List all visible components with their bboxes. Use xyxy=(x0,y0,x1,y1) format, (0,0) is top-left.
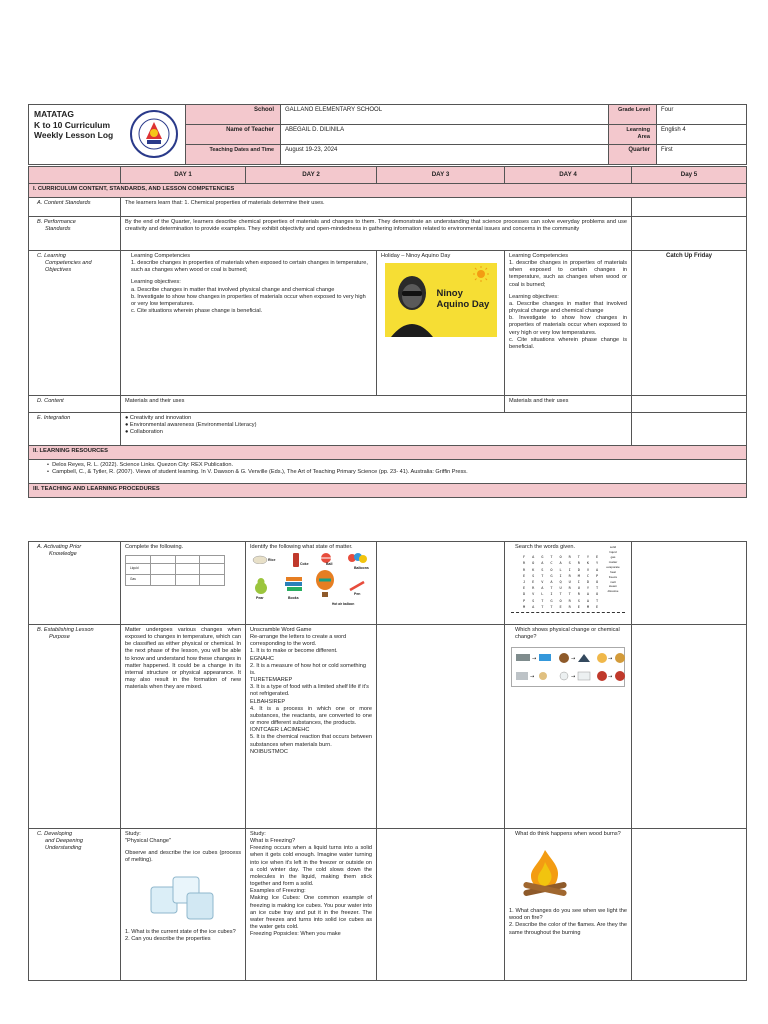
word-search-row: M A T T E R E M E xyxy=(523,604,601,609)
text-line: Re-arrange the letters to create a word corresponding to the word. xyxy=(250,634,347,648)
aquino-day-text: Aquino Day xyxy=(436,298,490,310)
label-line: Standards xyxy=(45,226,71,233)
text-line: 5. It is the chemical reaction that occurs between substances when materials burn. xyxy=(250,734,372,748)
row-label: Gas xyxy=(126,575,151,586)
text-line: Learning objectives: xyxy=(131,279,181,286)
item-label: Hot air balloon xyxy=(332,602,355,607)
word-search-word: melt xyxy=(610,579,616,584)
section-resources: II. LEARNING RESOURCES xyxy=(29,445,747,459)
instruction: Which shows physical change or chemical change? xyxy=(515,627,620,641)
competencies-day4 xyxy=(505,250,632,395)
scrambled-word: EGNAHC xyxy=(250,655,274,662)
section-curriculum: I. CURRICULUM CONTENT, STANDARDS, AND LESSON COMPETENCIES xyxy=(29,183,747,197)
lesson-log-main-table xyxy=(28,166,746,498)
label-line: C. Developing xyxy=(37,831,73,837)
text-line: Learning Competencies xyxy=(509,252,569,259)
word-search-row: D V L I T T R A O xyxy=(523,592,601,597)
pen-icon xyxy=(348,580,366,592)
establishing-day3 xyxy=(377,625,505,829)
balloons-icon xyxy=(346,552,368,566)
competencies-label xyxy=(29,250,121,395)
developing-day2 xyxy=(246,829,377,981)
pear-icon xyxy=(254,576,268,594)
day4-header: DAY 4 xyxy=(505,167,632,184)
text-line: "Physical Change" xyxy=(125,838,171,845)
text-line: c. Cite situations wherein phase change is beneficial. xyxy=(509,336,627,350)
svg-text:→: → xyxy=(532,656,537,663)
label-line: Purpose xyxy=(49,634,70,641)
text-line: Learning Competencies xyxy=(131,252,191,259)
resource-item: • Campbell, C., & Tytler, R. (2007). Views of student learning. In V. Dawson & G. Venville (Eds.), The Art of Teaching Primary Science (pp. 23- 41). Australia: Griffin Press. xyxy=(47,469,468,476)
label-line: A. Activating Prior xyxy=(37,544,82,550)
text-line: Freezing occurs when a liquid turns into a solid when it gets cold enough. Imagine water turning into ice when it's left in the freezer or outside on a cold winter day. The cold slows down the molecules in the liquid, making them stick together and form a solid. xyxy=(250,845,372,888)
ice-cubes-icon xyxy=(143,869,223,925)
states-table xyxy=(125,555,225,586)
teacher-value: ABEGAIL D. DILINILA xyxy=(281,125,609,145)
text-line: What is Freezing? xyxy=(250,838,296,845)
deped-seal-icon xyxy=(129,109,179,159)
ninoy-aquino-day-image xyxy=(385,263,497,337)
title-line-2: K to 10 Curriculum xyxy=(34,119,111,130)
word-search-grid xyxy=(523,554,601,610)
text-line: b. Investigate to show how changes in properties of materials occur when exposed to very high or very low temperatures. xyxy=(131,293,366,307)
content-label: D. Content xyxy=(29,395,121,412)
grade-level-label: Grade Level xyxy=(609,105,657,125)
portrait-icon xyxy=(389,263,435,337)
text-line: c. Cite situations wherein phase change is beneficial. xyxy=(131,308,263,315)
svg-text:→: → xyxy=(608,674,613,681)
text-line: Examples of Freezing: xyxy=(250,888,306,895)
school-value: GALLANO ELEMENTARY SCHOOL xyxy=(281,105,609,125)
text-line: 3. It is a type of food with a limited shelf life if it's not refrigerated. xyxy=(250,684,369,698)
quarter-value: First xyxy=(657,145,747,165)
label-line: Knowledge xyxy=(49,551,77,558)
label-line: Objectives xyxy=(45,267,72,274)
word-search-word: evaporate xyxy=(606,564,620,569)
text-line: What do think happens when wood burns? xyxy=(515,831,621,837)
label-line: and Deepening xyxy=(45,838,83,845)
scrambled-word: TURETEMAREP xyxy=(250,677,293,684)
text-line: Learning objectives: xyxy=(509,293,559,300)
activating-day2 xyxy=(246,542,377,625)
word-search-word: heat xyxy=(610,569,616,574)
sun-icon xyxy=(473,266,489,282)
learning-area-label: Learning Area xyxy=(609,125,657,145)
instruction: Identify the following what state of matter. xyxy=(250,544,353,550)
text-line: 1. describe changes in properties of materials when exposed to certain changes in temperature, such as changes when wood or coal is burned; xyxy=(509,260,627,288)
word-search-word: freeze xyxy=(608,574,618,579)
integration-day5 xyxy=(632,412,747,445)
day2-header: DAY 2 xyxy=(246,167,377,184)
instruction: Complete the following. xyxy=(125,544,184,550)
label-line: B. Performance xyxy=(37,218,76,225)
integration-item: ● Environmental awareness (Environmental Literacy) xyxy=(125,422,257,429)
developing-day5 xyxy=(632,829,747,981)
activating-label xyxy=(29,542,121,625)
establishing-label xyxy=(29,625,121,829)
text-line: 1. describe changes in properties of materials when exposed to certain changes in temperature, such as changes when wood or coal is burned; xyxy=(131,260,368,274)
catch-up-friday: Catch Up Friday xyxy=(632,250,747,395)
establishing-day4 xyxy=(505,625,632,829)
performance-day5 xyxy=(632,216,747,250)
word-search-row: E S T G I R M C P xyxy=(523,573,601,578)
text-line: Study: xyxy=(125,831,141,837)
word-search-word: solid xyxy=(609,545,617,550)
corner-cell xyxy=(29,167,121,184)
item-label: Pen xyxy=(354,592,361,597)
quarter-label: Quarter xyxy=(609,145,657,165)
word-search-word: gas xyxy=(610,554,616,559)
text-line: 2. Describe the color of the flames. Are they the same throughout the burning xyxy=(509,922,627,936)
day5-header: Day 5 xyxy=(632,167,747,184)
content-day4: Materials and their uses xyxy=(505,395,632,412)
text-line: Observe and describe the ice cubes (process of melting). xyxy=(125,850,241,864)
change-examples-image xyxy=(511,647,625,687)
text-line: 4. It is a process in which one or more substances, the reactants, are converted to one or more different substances, the products. xyxy=(250,705,372,727)
developing-label xyxy=(29,829,121,981)
hot-air-balloon-icon xyxy=(314,570,336,598)
activating-day5 xyxy=(632,542,747,625)
establishing-day1: Matter undergoes various changes when exposed to changes in temperature, which can be classified as either physical or chemical. In the next phase of the lesson, you will be able to know and understand how these changes in matter happened. It could be a change in its internal structure or physical appearance. It may also result in the formation of new materials when they are mixed. xyxy=(121,625,246,829)
text-line: b. Investigate to show how changes in properties of materials occur when exposed to very high or very low temperatures. xyxy=(509,315,627,336)
dates-label: Teaching Dates and Time xyxy=(186,145,281,165)
text-line: a. Describe changes in matter that involved physical change and chemical change xyxy=(509,300,627,315)
competencies-day1 xyxy=(121,250,377,395)
svg-text:→: → xyxy=(571,656,576,663)
scrambled-word: NOIBUSTMOC xyxy=(250,748,288,755)
campfire-icon xyxy=(517,846,573,902)
resources-list xyxy=(29,459,747,483)
competencies-day3 xyxy=(377,250,505,395)
text-line: Unscramble Word Game xyxy=(250,627,312,633)
title-line-1: MATATAG xyxy=(34,109,74,119)
performance-standards-text: By the end of the Quarter, learners describe chemical properties of materials and changes to them. They demonstrate an understanding that science processes can solve everyday problems and use creativity and determination to provide examples. They exhibit objectivity and open-mindedness in gathering information related to environmental issues and concerns in the community xyxy=(121,216,632,250)
activating-day3 xyxy=(377,542,505,625)
text-line: 2. It is a measure of how hot or cold something is. xyxy=(250,662,366,676)
text-line: 1. What changes do you see when we light the wood on fire? xyxy=(509,908,627,922)
item-label: Coke xyxy=(300,562,309,567)
word-search-row: E R A T U R U Y T xyxy=(523,586,601,591)
svg-text:→: → xyxy=(571,674,576,681)
dates-value: August 19-23, 2024 xyxy=(281,145,609,165)
word-search-word: matter xyxy=(608,559,618,564)
content-standards-text: The learners learn that: 1. Chemical properties of materials determine their uses. xyxy=(121,197,632,216)
developing-day1 xyxy=(121,829,246,981)
item-label: Ball xyxy=(326,562,333,567)
row-label: Liquid xyxy=(126,564,151,575)
lesson-log-header xyxy=(28,104,746,165)
coke-icon xyxy=(292,552,300,568)
activating-day1 xyxy=(121,542,246,625)
resource-text: Delos Reyes, R. L. (2022). Science Links. Quezon City: REX Publication. xyxy=(52,461,234,468)
integration-item: ● Collaboration xyxy=(125,429,163,436)
text-line: Study: xyxy=(250,831,266,837)
word-search-row: R O A C A S R K Y xyxy=(523,561,601,566)
change-examples-icon xyxy=(512,648,628,686)
item-label: Books xyxy=(288,596,299,601)
rice-icon xyxy=(252,554,268,564)
day1-header: DAY 1 xyxy=(121,167,246,184)
ninoy-text: Ninoy xyxy=(436,288,463,300)
label-line: Understanding xyxy=(45,845,82,852)
content-standards-day5 xyxy=(632,197,747,216)
header-title-block xyxy=(29,105,186,165)
title-line-3: Weekly Lesson Log xyxy=(34,130,114,141)
item-label: Pear xyxy=(256,596,264,601)
word-search-row: F A G T O R T Y E xyxy=(523,555,601,560)
teacher-label: Name of Teacher xyxy=(186,125,281,145)
day3-header: DAY 3 xyxy=(377,167,505,184)
school-label: School xyxy=(186,105,281,125)
resource-item: • Delos Reyes, R. L. (2022). Science Links. Quezon City: REX Publication. xyxy=(47,461,234,468)
procedures-table xyxy=(28,541,746,981)
integration-label: E. Integration xyxy=(29,412,121,445)
text-line: a. Describe changes in matter that involved physical change and chemical change xyxy=(131,286,335,293)
word-search-word: liquid xyxy=(609,550,617,555)
word-search-word: dissolve xyxy=(607,589,619,594)
integration-item: ● Creativity and innovation xyxy=(125,414,192,421)
content-standards-label: A. Content Standards xyxy=(29,197,121,216)
establishing-day2 xyxy=(246,625,377,829)
grade-level-value: Four xyxy=(657,105,747,125)
svg-text:→: → xyxy=(608,656,613,663)
instruction: Search the words given. xyxy=(515,544,576,550)
word-search-row: P S T G O R S A T xyxy=(523,598,601,603)
text-line: Making Ice Cubes: One common example of freezing is making ice cubes. You pour water into an ice cube tray and put it in the freezer. The water freezes and turns into solid ice cubes as the water gets cold. xyxy=(250,895,372,931)
activating-day4 xyxy=(505,542,632,625)
content-day1: Materials and their uses xyxy=(121,395,505,412)
item-label: Rice xyxy=(268,558,276,563)
label-line: Competencies and xyxy=(45,260,92,267)
developing-day4 xyxy=(505,829,632,981)
text-line: Freezing Popsicles: When you make xyxy=(250,931,341,938)
establishing-day5 xyxy=(632,625,747,829)
scrambled-word: ELBAHSIREP xyxy=(250,698,286,705)
text-line: 2. Can you describe the properties xyxy=(125,935,211,942)
learning-area-value: English 4 xyxy=(657,125,747,145)
label-line: C. Learning xyxy=(37,252,66,259)
resource-text: Campbell, C., & Tytler, R. (2007). Views of student learning. In V. Dawson & G. Venville (Eds.), The Art of Teaching Primary Science (pp. 23- 41). Australia: Griffin Press. xyxy=(52,469,468,476)
holiday-title: Holiday – Ninoy Aquino Day xyxy=(381,252,451,259)
content-day5 xyxy=(632,395,747,412)
word-search-row: J E V A Q U I D O xyxy=(523,579,601,584)
svg-text:→: → xyxy=(530,674,535,681)
developing-day3 xyxy=(377,829,505,981)
word-search-list xyxy=(599,545,627,594)
integration-list xyxy=(121,412,632,445)
section-procedures: III. TEACHING AND LEARNING PROCEDURES xyxy=(29,483,747,497)
text-line: 1. What is the current state of the ice cubes? xyxy=(125,928,236,935)
word-search-word: steam xyxy=(608,584,618,589)
books-icon xyxy=(284,574,304,594)
word-search-row: R K S O L I D V A xyxy=(523,567,601,572)
text-line: 1. It is to make or become different. xyxy=(250,648,338,655)
label-line: B. Establishing Lesson xyxy=(37,627,94,633)
performance-standards-label xyxy=(29,216,121,250)
item-label: Balloons xyxy=(354,566,369,571)
scrambled-word: IONTCAER LACIMEHC xyxy=(250,727,310,734)
